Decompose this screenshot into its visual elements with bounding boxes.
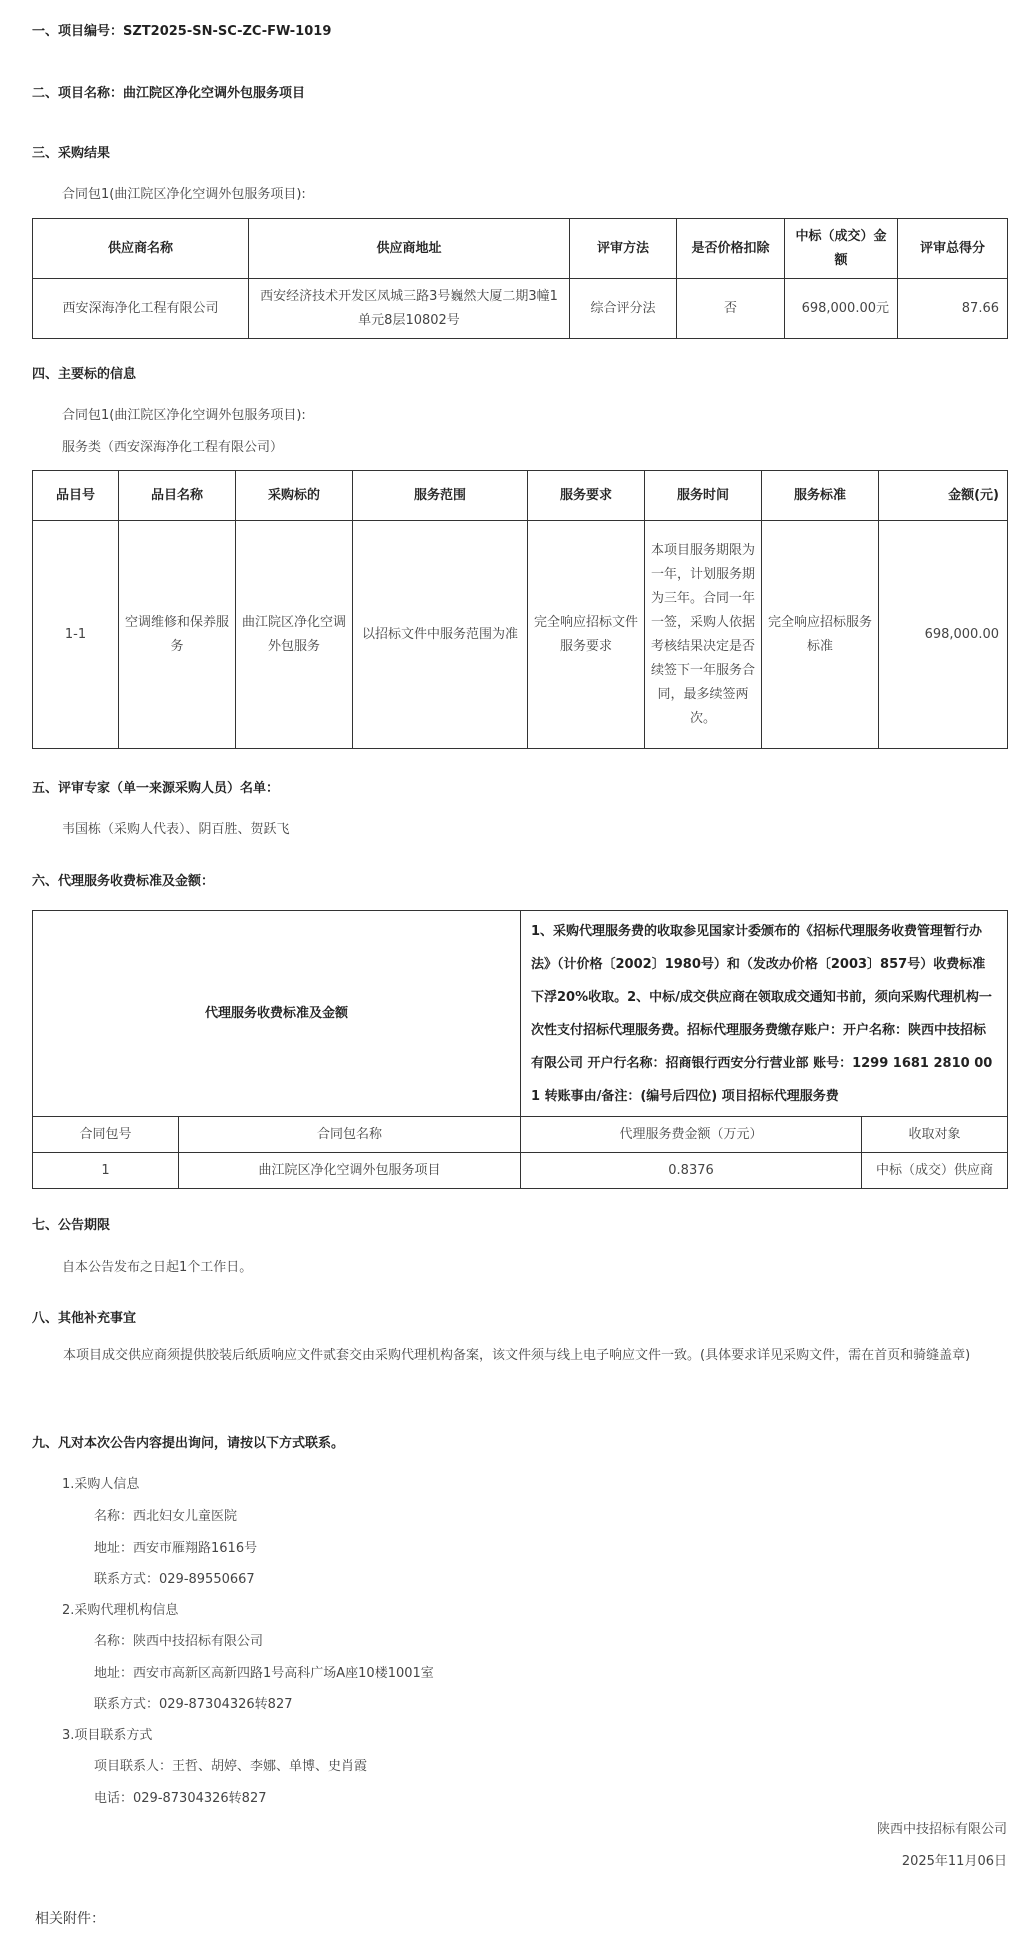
cell-service-requirement: 完全响应招标文件服务要求 <box>528 521 645 749</box>
section-8-heading: 八、其他补充事宜 <box>32 1311 137 1326</box>
header-total-score: 评审总得分 <box>898 219 1008 279</box>
project-number-label: 一、项目编号： <box>32 24 124 39</box>
header-item-name: 品目名称 <box>119 471 236 521</box>
agency-name: 名称：陕西中技招标有限公司 <box>94 1634 264 1649</box>
contract-package-label-2: 合同包1(曲江院区净化空调外包服务项目): <box>62 408 306 423</box>
section-6-heading: 六、代理服务收费标准及金额： <box>32 874 215 889</box>
header-supplier-address: 供应商地址 <box>249 219 570 279</box>
cell-total-score: 87.66 <box>898 279 1008 339</box>
section-7-heading: 七、公告期限 <box>32 1218 111 1233</box>
header-package-name: 合同包名称 <box>179 1117 521 1153</box>
section-3-heading: 三、采购结果 <box>32 146 111 161</box>
cell-item-name: 空调维修和保养服务 <box>119 521 236 749</box>
cell-service-standard: 完全响应招标服务标准 <box>762 521 879 749</box>
project-contact-title: 3.项目联系方式 <box>62 1728 153 1743</box>
attachments-label: 相关附件： <box>35 1911 105 1927</box>
contract-package-label: 合同包1(曲江院区净化空调外包服务项目): <box>62 187 306 202</box>
cell-package-no: 1 <box>33 1153 179 1189</box>
cell-item-no: 1-1 <box>33 521 119 749</box>
header-service-time: 服务时间 <box>645 471 762 521</box>
cell-supplier-address: 西安经济技术开发区凤城三路3号巍然大厦二期3幢1单元8层10802号 <box>249 279 570 339</box>
project-phone: 电话：029-87304326转827 <box>94 1791 267 1806</box>
header-procurement-subject: 采购标的 <box>236 471 353 521</box>
table-header-row <box>33 1117 1008 1153</box>
header-winning-amount: 中标（成交）金额 <box>785 219 898 279</box>
project-name-label: 二、项目名称： <box>32 86 124 101</box>
service-category: 服务类（西安深海净化工程有限公司） <box>62 440 284 455</box>
cell-procurement-subject: 曲江院区净化空调外包服务 <box>236 521 353 749</box>
section-5-heading: 五、评审专家（单一来源采购人员）名单： <box>32 781 280 796</box>
header-charge-target: 收取对象 <box>862 1117 1008 1153</box>
cell-winning-amount: 698,000.00元 <box>785 279 898 339</box>
fee-standard-row <box>33 911 1008 1117</box>
header-service-requirement: 服务要求 <box>528 471 645 521</box>
header-fee-amount: 代理服务费金额（万元） <box>521 1117 862 1153</box>
fee-standard-label: 代理服务收费标准及金额 <box>33 911 521 1117</box>
header-package-no: 合同包号 <box>33 1117 179 1153</box>
cell-fee-amount: 0.8376 <box>521 1153 862 1189</box>
cell-supplier-name: 西安深海净化工程有限公司 <box>33 279 249 339</box>
table-row <box>33 1153 1008 1189</box>
cell-service-scope: 以招标文件中服务范围为准 <box>353 521 528 749</box>
project-number-value: SZT2025-SN-SC-ZC-FW-1019 <box>123 24 332 39</box>
buyer-phone: 联系方式：029-89550667 <box>94 1572 255 1587</box>
header-price-deduction: 是否价格扣除 <box>677 219 785 279</box>
cell-charge-target: 中标（成交）供应商 <box>862 1153 1008 1189</box>
header-service-standard: 服务标准 <box>762 471 879 521</box>
table-row <box>33 521 1008 749</box>
project-contacts: 项目联系人：王哲、胡婷、李娜、单博、史肖霞 <box>94 1759 368 1774</box>
cell-package-name: 曲江院区净化空调外包服务项目 <box>179 1153 521 1189</box>
buyer-name: 名称：西北妇女儿童医院 <box>94 1509 238 1524</box>
agency-info-title: 2.采购代理机构信息 <box>62 1603 179 1618</box>
cell-amount: 698,000.00 <box>879 521 1008 749</box>
cell-price-deduction: 否 <box>677 279 785 339</box>
table-row <box>33 279 1008 339</box>
table-header-row <box>33 471 1008 521</box>
procurement-result-table <box>32 218 1008 339</box>
section-9-heading: 九、凡对本次公告内容提出询问，请按以下方式联系。 <box>32 1436 345 1451</box>
footer-org: 陕西中技招标有限公司 <box>876 1822 1007 1837</box>
footer-date: 2025年11月06日 <box>901 1854 1007 1869</box>
project-number <box>32 20 331 39</box>
header-supplier-name: 供应商名称 <box>33 219 249 279</box>
supplementary-text: 本项目成交供应商须提供胶装后纸质响应文件贰套交由采购代理机构备案，该文件须与线上电子响应文件一致。(具体要求详见采购文件，需在首页和骑缝盖章) <box>63 1348 971 1363</box>
agency-fee-table <box>32 910 1008 1189</box>
agency-phone: 联系方式：029-87304326转827 <box>94 1697 293 1712</box>
agency-address: 地址：西安市高新区高新四路1号高科广场A座10楼1001室 <box>94 1666 434 1681</box>
project-name <box>32 82 305 101</box>
buyer-info-title: 1.采购人信息 <box>62 1477 140 1492</box>
section-4-heading: 四、主要标的信息 <box>32 367 137 382</box>
fee-standard-text: 1、采购代理服务费的收取参见国家计委颁布的《招标代理服务收费管理暂行办法》（计价格〔2002〕1980号）和（发改办价格〔2003〕857号）收费标准下浮20%收取。2、中标/成交供应商在领取成交通知书前，须向采购代理机构一次性支付招标代理服务费。招标代理服务费缴存账户：开户名称：陕西中技招标有限公司 开户行名称：招商银行西安分行营业部 账号：1299 1681 2810 001 转账事由/备注：(编号后四位) 项目招标代理服务费 <box>521 911 1008 1117</box>
header-item-no: 品目号 <box>33 471 119 521</box>
header-amount: 金额(元) <box>879 471 1008 521</box>
cell-service-time: 本项目服务期限为一年，计划服务期为三年。合同一年一签，采购人依据考核结果决定是否续签下一年服务合同，最多续签两次。 <box>645 521 762 749</box>
buyer-address: 地址：西安市雁翔路1616号 <box>94 1541 258 1556</box>
cell-review-method: 综合评分法 <box>570 279 677 339</box>
project-name-value: 曲江院区净化空调外包服务项目 <box>123 86 306 101</box>
header-service-scope: 服务范围 <box>353 471 528 521</box>
expert-names: 韦国栋（采购人代表）、阴百胜、贺跃飞 <box>62 822 290 837</box>
notice-period-text: 自本公告发布之日起1个工作日。 <box>62 1260 253 1275</box>
header-review-method: 评审方法 <box>570 219 677 279</box>
table-header-row <box>33 219 1008 279</box>
subject-info-table <box>32 470 1008 749</box>
